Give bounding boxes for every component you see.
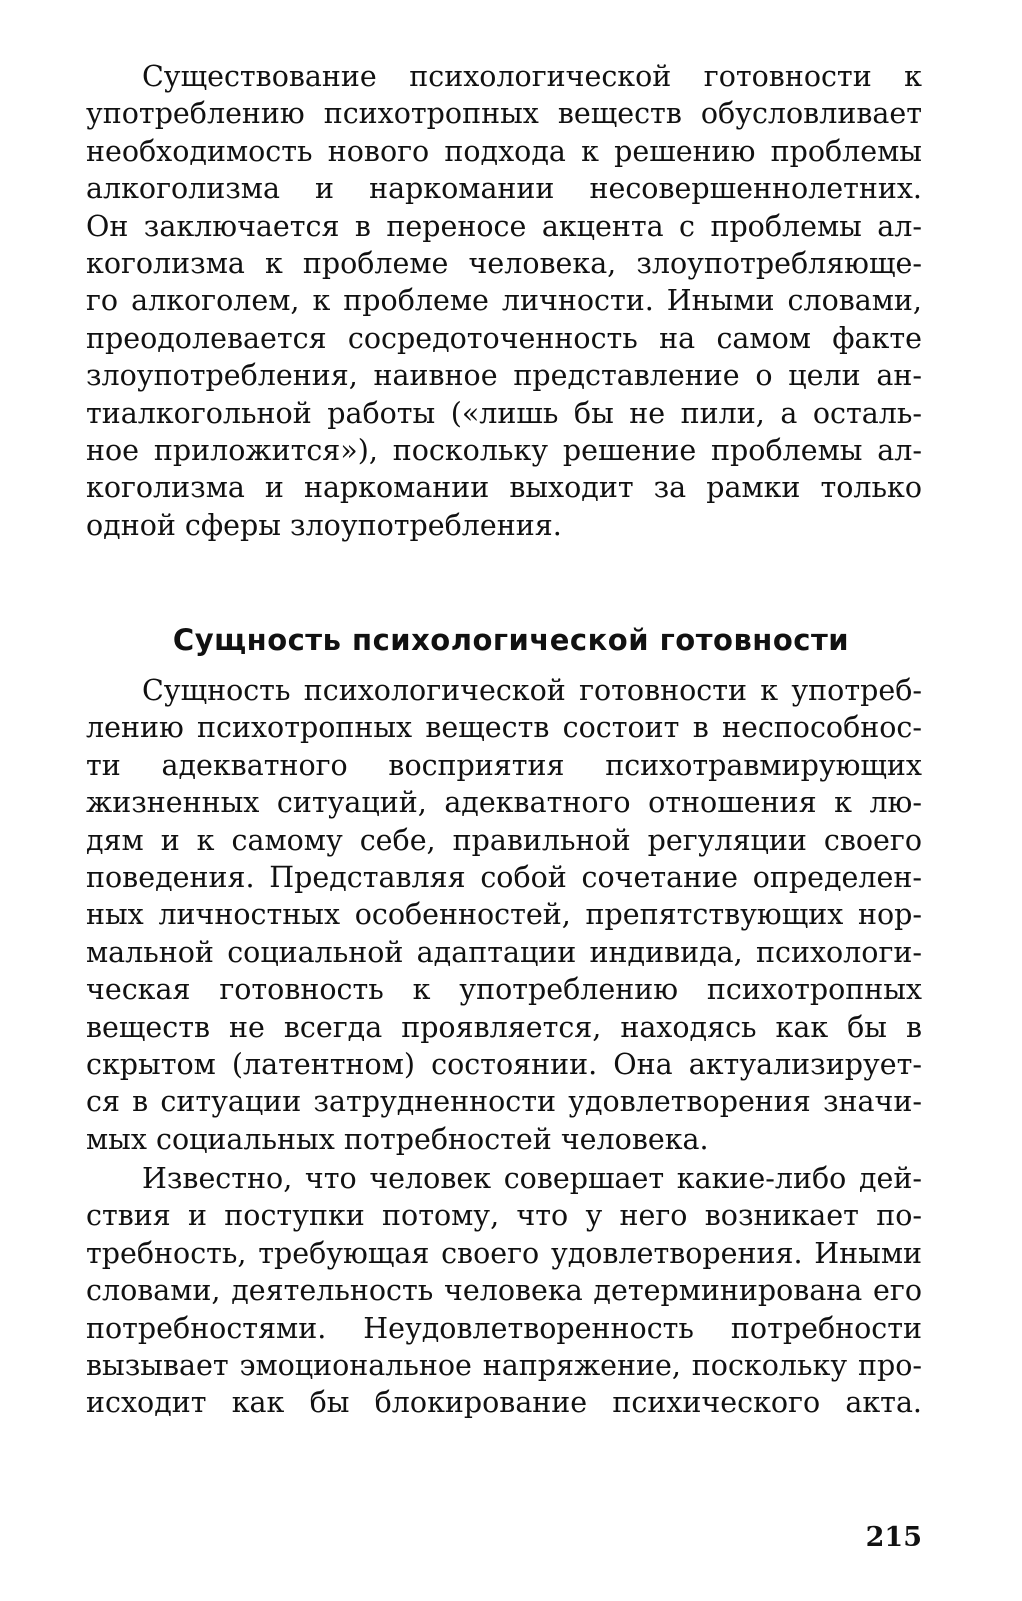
section-heading: Сущность психологической готовности bbox=[172, 623, 850, 657]
text-line: дям и к самому себе, правильной регуляции своего bbox=[86, 823, 922, 857]
page-number: 215 bbox=[865, 1522, 922, 1553]
text-line: мых социальных потребностей человека. bbox=[86, 1122, 709, 1156]
text-line: злоупотребления, наивное представление о цели ан- bbox=[86, 359, 922, 393]
paragraph-3 bbox=[86, 1160, 922, 1422]
text-line: Известно, что человек совершает какие-либо дей- bbox=[142, 1162, 922, 1195]
text-line: словами, деятельность человека детерминирована его bbox=[86, 1274, 922, 1308]
text-line: тиалкогольной работы («лишь бы не пили, а осталь- bbox=[86, 396, 922, 430]
text-line: Сущность психологической готовности к употреб- bbox=[142, 674, 922, 707]
text-line: лению психотропных веществ состоит в неспособнос- bbox=[86, 711, 922, 745]
text-line: коголизма к проблеме человека, злоупотребляюще- bbox=[86, 247, 922, 281]
text-line: требность, требующая своего удовлетворения. Иными bbox=[86, 1236, 922, 1270]
text-line: го алкоголем, к проблеме личности. Иными словами, bbox=[86, 284, 922, 318]
text-line: одной сферы злоупотребления. bbox=[86, 508, 562, 542]
paragraph-2 bbox=[86, 672, 922, 1158]
text-line: поведения. Представляя собой сочетание определен- bbox=[86, 861, 922, 895]
text-line: ти адекватного восприятия психотравмирующих bbox=[86, 748, 922, 782]
text-line: Существование психологической готовности к bbox=[142, 60, 922, 93]
text-line: ствия и поступки потому, что у него возникает по- bbox=[86, 1199, 922, 1233]
text-line: ческая готовность к употреблению психотропных bbox=[86, 973, 922, 1007]
text-line: веществ не всегда проявляется, находясь как бы в bbox=[86, 1010, 922, 1044]
text-line: потребностями. Неудовлетворенность потребности bbox=[86, 1311, 922, 1345]
text-line: необходимость нового подхода к решению проблемы bbox=[86, 134, 922, 168]
text-line: ных личностных особенностей, препятствующих нор- bbox=[86, 898, 922, 932]
text-line: ся в ситуации затрудненности удовлетворения значи- bbox=[86, 1085, 922, 1119]
text-line: жизненных ситуаций, адекватного отношения к лю- bbox=[86, 786, 922, 820]
text-line: алкоголизма и наркомании несовершеннолетних. bbox=[86, 172, 922, 206]
text-line: скрытом (латентном) состоянии. Она актуализирует- bbox=[86, 1048, 922, 1082]
text-line: ное приложится»), поскольку решение проблемы ал- bbox=[86, 434, 922, 468]
text-line: Он заключается в переносе акцента с проблемы ал- bbox=[86, 209, 922, 243]
text-line: мальной социальной адаптации индивида, психологи- bbox=[86, 935, 922, 969]
text-line: вызывает эмоциональное напряжение, поскольку про- bbox=[86, 1349, 922, 1383]
text-line: преодолевается сосредоточенность на самом факте bbox=[86, 321, 922, 355]
text-line: употреблению психотропных веществ обусловливает bbox=[86, 97, 922, 131]
text-line: исходит как бы блокирование психического акта. bbox=[86, 1386, 922, 1420]
paragraph-1 bbox=[86, 58, 922, 544]
text-line: коголизма и наркомании выходит за рамки только bbox=[86, 471, 922, 505]
